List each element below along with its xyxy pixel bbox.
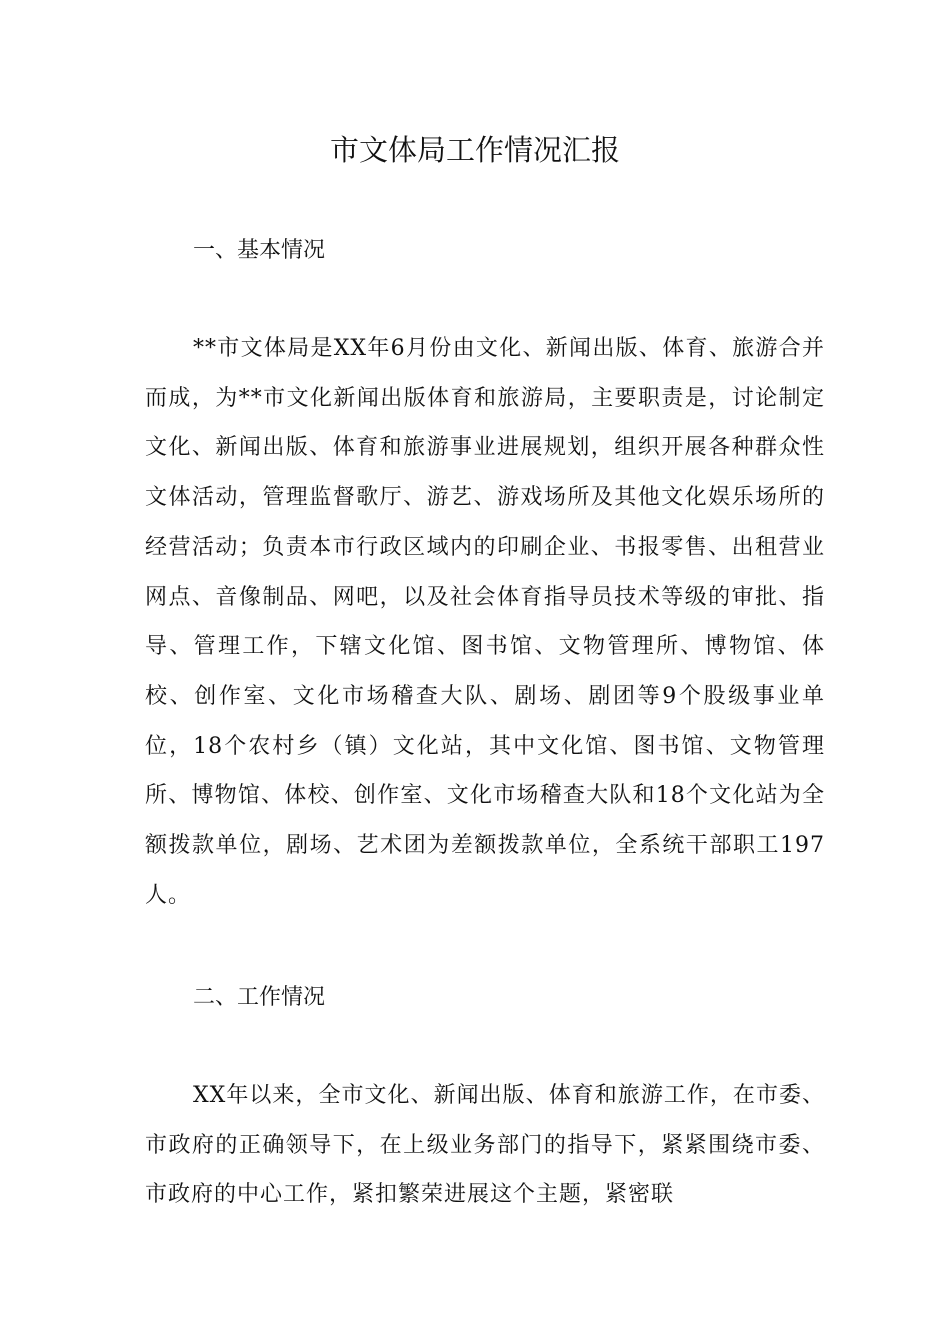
section-paragraph-basic: **市文体局是XX年6月份由文化、新闻出版、体育、旅游合并而成，为**市文化新闻出版体育和旅游局，主要职责是，讨论制定文化、新闻出版、体育和旅游事业进展规划，组织开展各种群众性文体活动，管理监督歌厅、游艺、游戏场所及其他文化娱乐场所的经营活动；负责本市行政区域内的印刷企业、书报零售、出租营业网点、音像制品、网吧，以及社会体育指导员技术等级的审批、指导、管理工作，下辖文化馆、图书馆、文物管理所、博物馆、体校、创作室、文化市场稽查大队、剧场、剧团等9个股级事业单位，18个农村乡（镇）文化站，其中文化馆、图书馆、文物管理所、博物馆、体校、创作室、文化市场稽查大队和18个文化站为全额拨款单位，剧场、艺术团为差额拨款单位，全系统干部职工197人。 [145,336,825,908]
section-heading-basic: 一、基本情况 [193,238,326,263]
section-heading-work: 二、工作情况 [193,985,326,1010]
document-title: 市文体局工作情况汇报 [329,133,620,167]
section-paragraph-work: XX年以来，全市文化、新闻出版、体育和旅游工作，在市委、市政府的正确领导下，在上级业务部门的指导下，紧紧围绕市委、市政府的中心工作，紧扣繁荣进展这个主题，紧密联 [145,1083,825,1208]
